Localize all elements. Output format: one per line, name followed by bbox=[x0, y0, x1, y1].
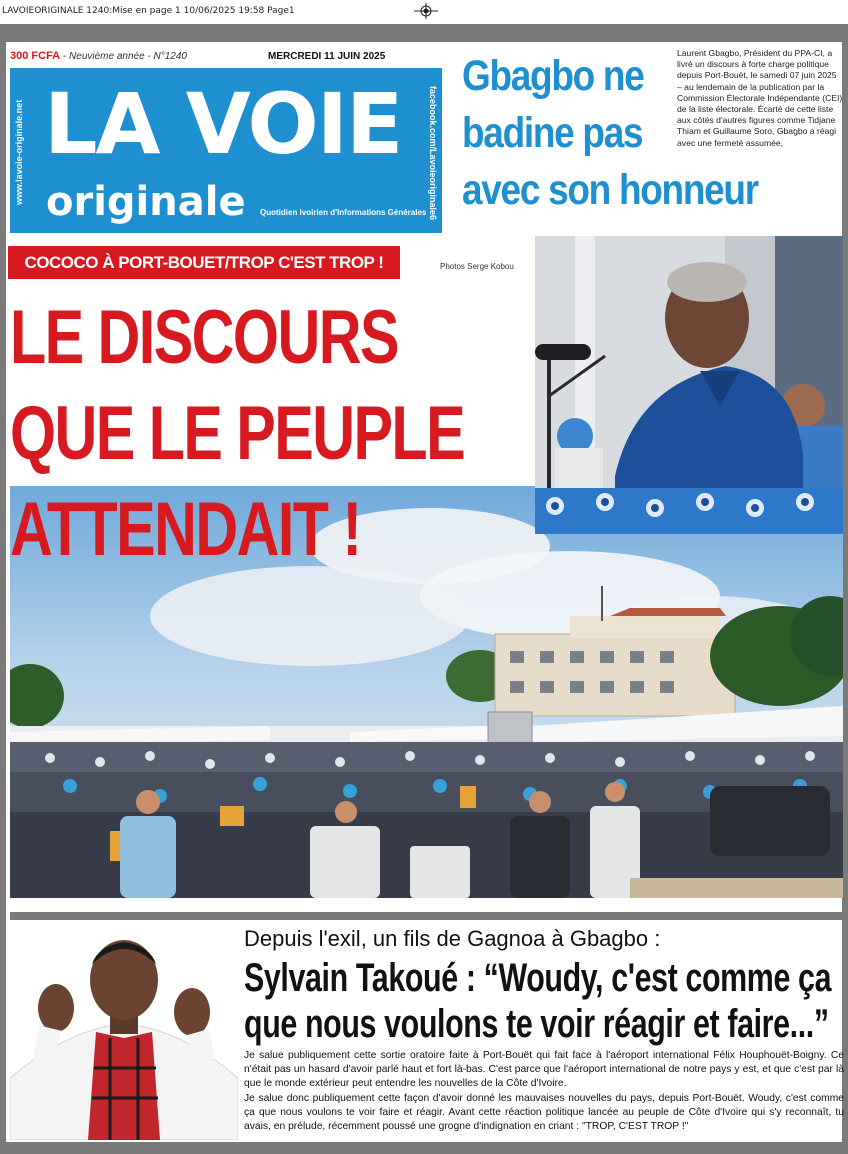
issue-date: MERCREDI 11 JUIN 2025 bbox=[268, 51, 386, 62]
lead-headline-line: Gbagbo ne bbox=[462, 52, 644, 100]
page-border-left bbox=[0, 42, 6, 1154]
lead-headline bbox=[462, 48, 758, 219]
masthead-subtitle: originale bbox=[46, 179, 246, 225]
website-url: www.lavoie-originale.net bbox=[14, 99, 24, 205]
second-headline-line: que nous voulons te voir réagir et faire...” bbox=[244, 1002, 829, 1046]
masthead-tagline: Quotidien ivoirien d'Informations Générales bbox=[260, 208, 427, 217]
facebook-url: facebook.com/Lavoieoriginale6 bbox=[428, 85, 438, 221]
page-border-top bbox=[0, 24, 848, 42]
main-headline-line: LE DISCOURS bbox=[10, 295, 398, 380]
price: 300 FCFA bbox=[10, 50, 61, 62]
body-paragraph: Je salue publiquement cette sortie oratoire faite à Port-Bouët qui fait face à l'aéroport international Félix Houphouët-Boigny. Ce n'était pas un hasard d'avoir parlé haut et fort là-bas. C'est parce que l'aéroport international de notre pays y est, et que c'est par là que le monde extérieur peut entendre les nouvelles de la Côte d'Ivoire. bbox=[244, 1050, 844, 1090]
second-headline-line: Sylvain Takoué : “Woudy, c'est comme ça bbox=[244, 956, 832, 1000]
print-slug: LAVOIEORIGINALE 1240:Mise en page 1 10/06/2025 19:58 Page1 bbox=[2, 6, 295, 16]
body-paragraph: Je salue donc publiquement cette façon d'avoir donné les mauvaises nouvelles du pays, depuis Port-Bouët. Woudy, c'est comme ça que nous voulons te voir faire et réagir. Avant cette réaction politique lancée au peuple de Côte d'Ivoire qui s'y reconnaît, tu avais, en prélude, récemment poussé une grogne d'indignation en criant : "TROP, C'EST TROP !" bbox=[244, 1092, 844, 1133]
edition-number: - Neuvième année - N°1240 bbox=[62, 51, 187, 62]
main-headline-line: QUE LE PEUPLE bbox=[10, 391, 465, 476]
photo-credit: Photos Serge Kobou bbox=[440, 262, 514, 271]
second-body bbox=[244, 1049, 844, 1134]
masthead-title: LA VOIE bbox=[44, 75, 402, 173]
price-line bbox=[10, 50, 187, 62]
gbagbo-portrait-photo bbox=[535, 236, 843, 534]
second-headline bbox=[244, 955, 831, 1047]
masthead-logo bbox=[10, 68, 442, 233]
takoue-portrait-photo bbox=[10, 928, 238, 1140]
lead-headline-line: avec son honneur bbox=[462, 166, 758, 214]
section-divider bbox=[10, 912, 843, 920]
second-kicker: Depuis l'exil, un fils de Gagnoa à Gbagbo : bbox=[244, 926, 661, 951]
registration-mark-icon bbox=[414, 3, 438, 19]
main-headline bbox=[10, 290, 464, 578]
main-kicker: COCOCO À PORT-BOUET/TROP C'EST TROP ! bbox=[8, 246, 400, 279]
main-headline-line: ATTENDAIT ! bbox=[10, 487, 361, 572]
lead-summary: Laurent Gbagbo, Président du PPA-CI, a livré un discours à forte charge politique depuis Port-Bouët, le samedi 07 juin 2025 – au lendemain de la publication par la Commission Électorale Indépendante (CEI) de la liste électorale. Écarté de cette liste aux côtés d'autres figures comme Tidjane Thiam et Guillaume Soro, Gbagbo a réagi avec une fermeté assumée, bbox=[677, 48, 843, 148]
page-border-bottom bbox=[0, 1142, 848, 1154]
print-header bbox=[0, 0, 848, 24]
lead-headline-line: badine pas bbox=[462, 109, 643, 157]
